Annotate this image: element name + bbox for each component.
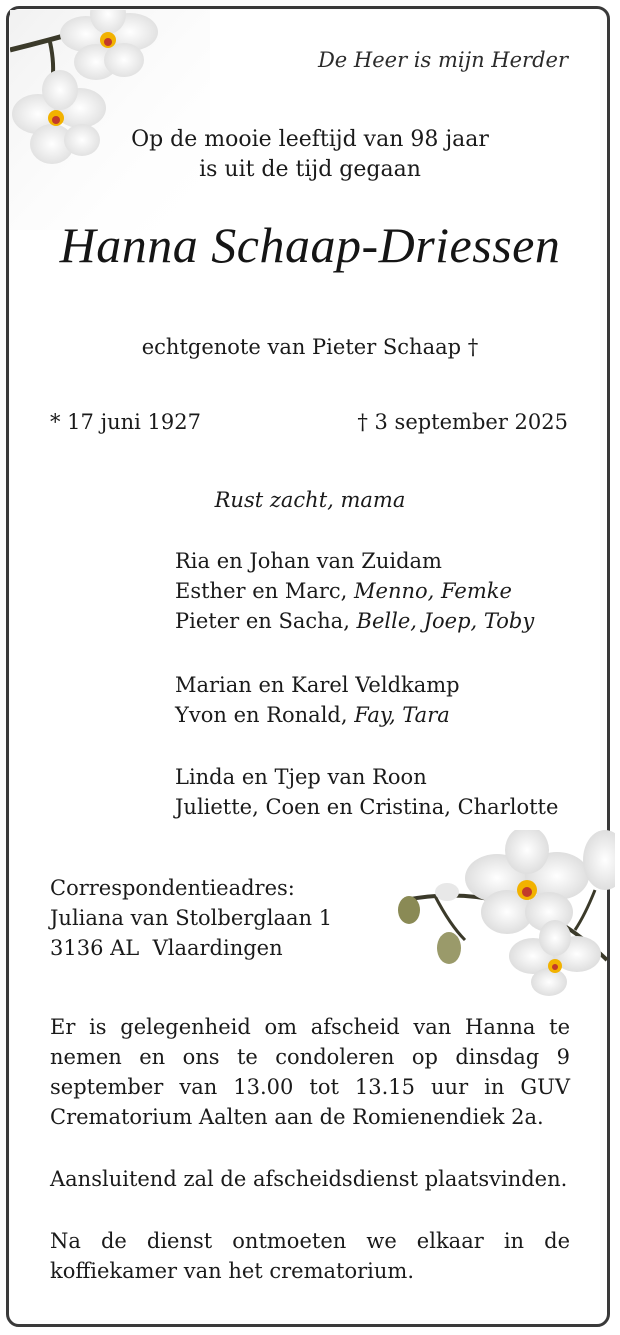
grandchildren: Fay, Tara [354, 703, 450, 727]
address-label: Correspondentieadres: [50, 876, 295, 900]
family-group [175, 546, 534, 636]
family-line: Ria en Johan van Zuidam [175, 549, 442, 573]
intro-line: is uit de tijd gegaan [199, 157, 421, 182]
correspondence-address [50, 873, 332, 963]
condolence-paragraph: Er is gelegenheid om afscheid van Hanna te nemen en ons te condoleren op dinsdag 9 september van 13.00 tot 13.15 uur in GUV Crematorium Aalten aan de Romienendiek 2a. [50, 1015, 570, 1129]
family-group [175, 762, 558, 822]
family-line: Esther en Marc, Menno, Femke [175, 579, 512, 603]
bible-verse: De Heer is mijn Herder [317, 48, 568, 72]
address-city: 3136 AL Vlaardingen [50, 936, 283, 960]
intro-text [0, 125, 620, 185]
coffee-paragraph: Na de dienst ontmoeten we elkaar in de koffiekamer van het crematorium. [50, 1229, 570, 1283]
service-paragraph: Aansluitend zal de afscheidsdienst plaatsvinden. [50, 1167, 568, 1191]
family-line: Yvon en Ronald, Fay, Tara [175, 703, 450, 727]
grandchildren: Menno, Femke [354, 579, 512, 603]
birth-date: * 17 juni 1927 [50, 410, 201, 434]
orchid-right-image [395, 830, 615, 1000]
grandchildren: Belle, Joep, Toby [356, 609, 535, 633]
deceased-name: Hanna Schaap-Driessen [59, 217, 561, 273]
farewell-line: Rust zacht, mama [214, 488, 406, 512]
family-group [175, 670, 460, 730]
orchid-top-left-image [10, 10, 210, 230]
address-street: Juliana van Stolberglaan 1 [50, 906, 333, 930]
family-line: Linda en Tjep van Roon [175, 765, 427, 789]
spouse-line: echtgenote van Pieter Schaap † [141, 335, 479, 359]
family-line: Pieter en Sacha, Belle, Joep, Toby [175, 609, 535, 633]
death-date: † 3 september 2025 [357, 410, 568, 434]
family-line: Marian en Karel Veldkamp [175, 673, 460, 697]
family-line: Juliette, Coen en Cristina, Charlotte [175, 795, 559, 819]
intro-line: Op de mooie leeftijd van 98 jaar [131, 127, 489, 152]
